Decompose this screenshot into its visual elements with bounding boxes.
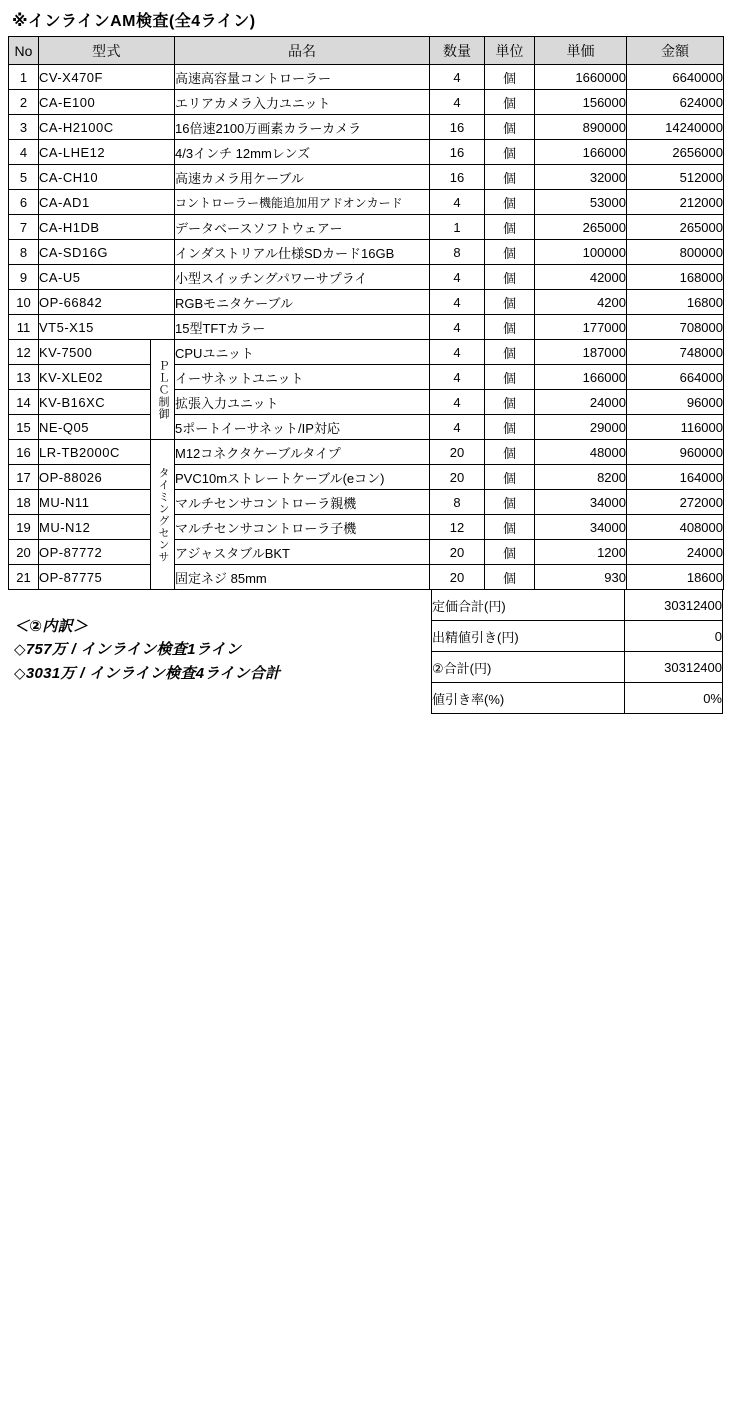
cell-no: 21 — [9, 565, 39, 590]
table-row — [9, 440, 724, 465]
cell-price: 42000 — [535, 265, 627, 290]
cell-model: KV-B16XC — [39, 390, 151, 415]
cell-group-timing-sensor — [151, 440, 175, 590]
cell-qty: 4 — [430, 415, 485, 440]
cell-price: 930 — [535, 565, 627, 590]
cell-unit: 個 — [485, 265, 535, 290]
cell-unit: 個 — [485, 490, 535, 515]
cell-name: コントローラー機能追加用アドオンカード — [175, 190, 430, 215]
table-row — [9, 340, 724, 365]
totals-row — [432, 590, 723, 621]
cell-unit: 個 — [485, 90, 535, 115]
notes-line-1: ＜②内訳＞ — [14, 618, 89, 635]
cell-qty: 16 — [430, 165, 485, 190]
cell-amount: 212000 — [627, 190, 724, 215]
group-label-plc: ＰＬＣ制御 — [157, 359, 169, 420]
cell-unit: 個 — [485, 440, 535, 465]
cell-price: 48000 — [535, 440, 627, 465]
table-body — [9, 65, 724, 590]
cell-name: 高速高容量コントローラー — [175, 65, 430, 90]
cell-price: 890000 — [535, 115, 627, 140]
cell-model: CA-CH10 — [39, 165, 175, 190]
cell-no: 8 — [9, 240, 39, 265]
cell-amount: 6640000 — [627, 65, 724, 90]
cell-name: 15型TFTカラー — [175, 315, 430, 340]
cell-unit: 個 — [485, 215, 535, 240]
totals-value-list-price: 30312400 — [625, 590, 723, 621]
cell-price: 32000 — [535, 165, 627, 190]
cell-model: VT5-X15 — [39, 315, 175, 340]
totals-value-discount-rate: 0% — [625, 683, 723, 714]
cell-model: MU-N11 — [39, 490, 151, 515]
cell-model: CA-U5 — [39, 265, 175, 290]
cell-price: 53000 — [535, 190, 627, 215]
cell-unit: 個 — [485, 315, 535, 340]
cell-qty: 8 — [430, 240, 485, 265]
cell-qty: 4 — [430, 315, 485, 340]
cell-name: 4/3インチ 12mmレンズ — [175, 140, 430, 165]
cell-qty: 4 — [430, 65, 485, 90]
cell-amount: 18600 — [627, 565, 724, 590]
cell-model: OP-66842 — [39, 290, 175, 315]
cell-qty: 20 — [430, 440, 485, 465]
cell-name: 拡張入力ユニット — [175, 390, 430, 415]
cell-no: 1 — [9, 65, 39, 90]
cell-qty: 4 — [430, 290, 485, 315]
cell-model: OP-87772 — [39, 540, 151, 565]
totals-value-sum: 30312400 — [625, 652, 723, 683]
cell-price: 4200 — [535, 290, 627, 315]
cell-model: CA-H2100C — [39, 115, 175, 140]
cell-qty: 16 — [430, 115, 485, 140]
cell-no: 4 — [9, 140, 39, 165]
cell-name: 固定ネジ 85mm — [175, 565, 430, 590]
cell-unit: 個 — [485, 190, 535, 215]
cell-amount: 800000 — [627, 240, 724, 265]
cell-amount: 96000 — [627, 390, 724, 415]
footer-area — [8, 589, 723, 714]
cell-unit: 個 — [485, 115, 535, 140]
cell-unit: 個 — [485, 365, 535, 390]
page-title: ※インラインAM検査(全4ライン) — [12, 13, 256, 30]
cell-name: マルチセンサコントローラ子機 — [175, 515, 430, 540]
cell-price: 29000 — [535, 415, 627, 440]
cell-price: 166000 — [535, 365, 627, 390]
cell-name: 5ポートイーサネット/IP対応 — [175, 415, 430, 440]
cell-no: 9 — [9, 265, 39, 290]
cell-name: アジャスタブルBKT — [175, 540, 430, 565]
cell-model: OP-87775 — [39, 565, 151, 590]
cell-model: OP-88026 — [39, 465, 151, 490]
totals-row — [432, 621, 723, 652]
cell-qty: 4 — [430, 190, 485, 215]
cell-model: NE-Q05 — [39, 415, 151, 440]
table-row — [9, 390, 724, 415]
cell-amount: 116000 — [627, 415, 724, 440]
cell-amount: 2656000 — [627, 140, 724, 165]
cell-no: 20 — [9, 540, 39, 565]
cell-model: CA-AD1 — [39, 190, 175, 215]
table-row — [9, 365, 724, 390]
table-row — [9, 165, 724, 190]
cell-name: データベースソフトウェアー — [175, 215, 430, 240]
cell-amount: 748000 — [627, 340, 724, 365]
cell-price: 187000 — [535, 340, 627, 365]
cell-price: 24000 — [535, 390, 627, 415]
cell-model: CV-X470F — [39, 65, 175, 90]
table-row — [9, 540, 724, 565]
cell-model: KV-7500 — [39, 340, 151, 365]
cell-no: 6 — [9, 190, 39, 215]
totals-label-discount: 出精値引き(円) — [432, 621, 625, 652]
cell-no: 7 — [9, 215, 39, 240]
table-row — [9, 290, 724, 315]
cell-price: 34000 — [535, 515, 627, 540]
cell-amount: 512000 — [627, 165, 724, 190]
column-header-unit: 単位 — [485, 37, 535, 65]
notes-line-3: ◇3031万 / インライン検査4ライン合計 — [14, 664, 281, 682]
cell-unit: 個 — [485, 140, 535, 165]
cell-qty: 12 — [430, 515, 485, 540]
totals-row — [432, 683, 723, 714]
cell-qty: 1 — [430, 215, 485, 240]
cell-price: 265000 — [535, 215, 627, 240]
table-row — [9, 565, 724, 590]
cell-no: 2 — [9, 90, 39, 115]
cell-model: MU-N12 — [39, 515, 151, 540]
cell-model: KV-XLE02 — [39, 365, 151, 390]
table-row — [9, 190, 724, 215]
cell-name: M12コネクタケーブルタイプ — [175, 440, 430, 465]
totals-label-list-price: 定価合計(円) — [432, 590, 625, 621]
cell-name: 16倍速2100万画素カラーカメラ — [175, 115, 430, 140]
totals-label-discount-rate: 値引き率(%) — [432, 683, 625, 714]
cell-no: 18 — [9, 490, 39, 515]
column-header-qty: 数量 — [430, 37, 485, 65]
cell-name: CPUユニット — [175, 340, 430, 365]
cell-price: 1660000 — [535, 65, 627, 90]
cell-name: マルチセンサコントローラ親機 — [175, 490, 430, 515]
quotation-table — [8, 36, 724, 590]
cell-amount: 708000 — [627, 315, 724, 340]
column-header-no: No — [9, 37, 39, 65]
cell-price: 166000 — [535, 140, 627, 165]
cell-qty: 4 — [430, 390, 485, 415]
cell-unit: 個 — [485, 340, 535, 365]
cell-price: 1200 — [535, 540, 627, 565]
table-row — [9, 115, 724, 140]
cell-amount: 664000 — [627, 365, 724, 390]
cell-no: 12 — [9, 340, 39, 365]
cell-no: 11 — [9, 315, 39, 340]
cell-name: エリアカメラ入力ユニット — [175, 90, 430, 115]
cell-amount: 14240000 — [627, 115, 724, 140]
table-header — [9, 37, 724, 65]
cell-unit: 個 — [485, 240, 535, 265]
table-row — [9, 265, 724, 290]
cell-name: インダストリアル仕様SDカード16GB — [175, 240, 430, 265]
cell-amount: 265000 — [627, 215, 724, 240]
cell-qty: 4 — [430, 90, 485, 115]
column-header-amount: 金額 — [627, 37, 724, 65]
cell-qty: 4 — [430, 340, 485, 365]
cell-price: 100000 — [535, 240, 627, 265]
cell-amount: 960000 — [627, 440, 724, 465]
cell-model: LR-TB2000C — [39, 440, 151, 465]
cell-unit: 個 — [485, 465, 535, 490]
cell-unit: 個 — [485, 390, 535, 415]
table-row — [9, 415, 724, 440]
cell-no: 17 — [9, 465, 39, 490]
cell-group-plc — [151, 340, 175, 440]
cell-qty: 20 — [430, 465, 485, 490]
cell-no: 5 — [9, 165, 39, 190]
cell-no: 15 — [9, 415, 39, 440]
cell-model: CA-SD16G — [39, 240, 175, 265]
cell-amount: 272000 — [627, 490, 724, 515]
column-header-model: 型式 — [39, 37, 175, 65]
cell-amount: 624000 — [627, 90, 724, 115]
table-row — [9, 515, 724, 540]
cell-qty: 20 — [430, 540, 485, 565]
cell-name: RGBモニタケーブル — [175, 290, 430, 315]
cell-name: PVC10mストレートケーブル(eコン) — [175, 465, 430, 490]
totals-label-sum: ②合計(円) — [432, 652, 625, 683]
cell-name: 高速カメラ用ケーブル — [175, 165, 430, 190]
cell-amount: 16800 — [627, 290, 724, 315]
cell-unit: 個 — [485, 65, 535, 90]
cell-qty: 4 — [430, 365, 485, 390]
column-header-name: 品名 — [175, 37, 430, 65]
cell-no: 19 — [9, 515, 39, 540]
cell-qty: 20 — [430, 565, 485, 590]
cell-price: 177000 — [535, 315, 627, 340]
cell-qty: 8 — [430, 490, 485, 515]
table-row — [9, 65, 724, 90]
group-label-timing-sensor: タイミングセンサ — [157, 466, 169, 563]
cell-model: CA-LHE12 — [39, 140, 175, 165]
totals-value-discount: 0 — [625, 621, 723, 652]
cell-name: 小型スイッチングパワーサプライ — [175, 265, 430, 290]
table-row — [9, 315, 724, 340]
table-row — [9, 240, 724, 265]
cell-unit: 個 — [485, 290, 535, 315]
cell-price: 8200 — [535, 465, 627, 490]
column-header-price: 単価 — [535, 37, 627, 65]
cell-no: 13 — [9, 365, 39, 390]
cell-model: CA-H1DB — [39, 215, 175, 240]
cell-qty: 16 — [430, 140, 485, 165]
cell-unit: 個 — [485, 165, 535, 190]
breakdown-notes — [8, 589, 431, 714]
cell-amount: 164000 — [627, 465, 724, 490]
cell-no: 16 — [9, 440, 39, 465]
notes-line-2: ◇757万 / インライン検査1ライン — [14, 641, 242, 659]
cell-unit: 個 — [485, 565, 535, 590]
cell-qty: 4 — [430, 265, 485, 290]
table-row — [9, 465, 724, 490]
cell-price: 156000 — [535, 90, 627, 115]
cell-unit: 個 — [485, 540, 535, 565]
table-row — [9, 140, 724, 165]
table-row — [9, 90, 724, 115]
cell-price: 34000 — [535, 490, 627, 515]
cell-no: 3 — [9, 115, 39, 140]
table-row — [9, 490, 724, 515]
cell-amount: 408000 — [627, 515, 724, 540]
totals-table — [431, 589, 723, 714]
cell-amount: 24000 — [627, 540, 724, 565]
table-row — [9, 215, 724, 240]
cell-unit: 個 — [485, 415, 535, 440]
cell-name: イーサネットユニット — [175, 365, 430, 390]
cell-amount: 168000 — [627, 265, 724, 290]
cell-no: 14 — [9, 390, 39, 415]
totals-row — [432, 652, 723, 683]
cell-model: CA-E100 — [39, 90, 175, 115]
cell-no: 10 — [9, 290, 39, 315]
cell-unit: 個 — [485, 515, 535, 540]
